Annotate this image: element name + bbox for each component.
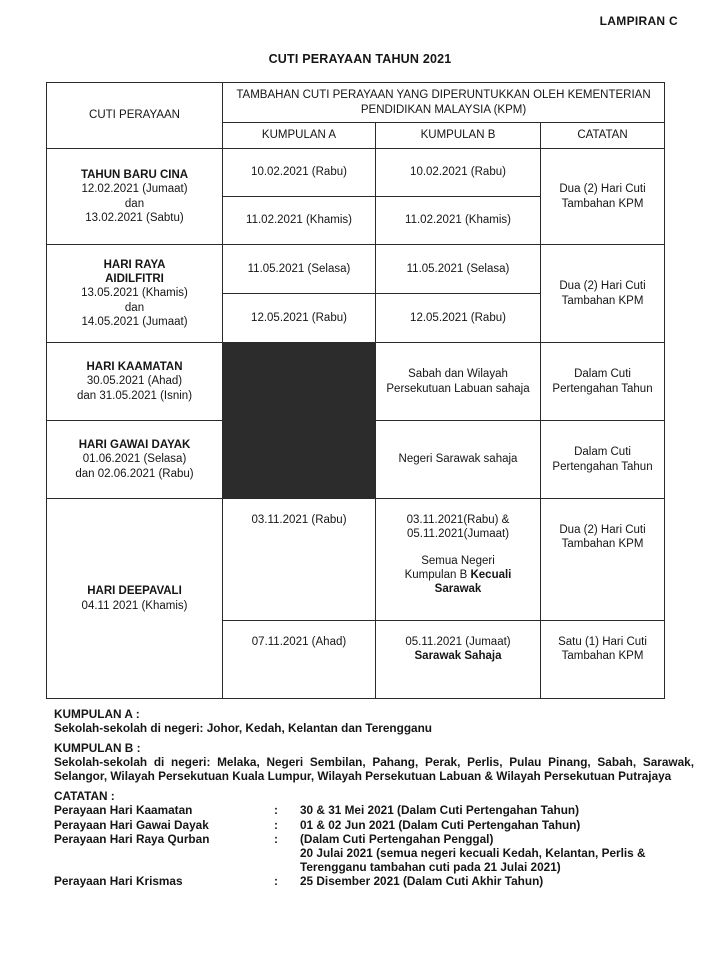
- cell-kumpulan-b: 10.02.2021 (Rabu): [376, 149, 541, 197]
- cell-catatan: Satu (1) Hari Cuti Tambahan KPM: [541, 621, 665, 699]
- deepavali-b-note: [380, 568, 536, 582]
- holiday-dan: dan: [124, 197, 145, 210]
- cell-deepavali-holiday: [47, 499, 223, 699]
- holiday-date: 04.11 2021 (Khamis): [81, 599, 188, 612]
- holiday-name: HARI RAYA: [103, 259, 166, 272]
- holiday-date: 12.02.2021 (Jumaat): [81, 183, 188, 196]
- kumpulan-b-heading: KUMPULAN B :: [54, 740, 141, 755]
- cell-catatan: Dalam Cuti Pertengahan Tahun: [541, 421, 665, 499]
- kumpulan-a-text: Sekolah-sekolah di negeri: Johor, Kedah, Kelantan dan Terengganu: [54, 720, 433, 735]
- catatan-list: [54, 803, 704, 888]
- cell-kumpulan-a: 11.02.2021 (Khamis): [223, 197, 376, 245]
- cell-kumpulan-a: 07.11.2021 (Ahad): [223, 621, 376, 699]
- kumpulan-b-text: Sekolah-sekolah di negeri: Melaka, Negeri Sembilan, Pahang, Perak, Perlis, Pulau Pinang, Sabah, Sarawak, Selangor, Wilayah Persekutuan Kuala Lumpur, Wilayah Persekutuan Labuan & Wilayah Persekutuan Putrajaya: [54, 754, 694, 783]
- holiday-table: [46, 82, 665, 699]
- catatan-value: 01 & 02 Jun 2021 (Dalam Cuti Pertengahan Tahun): [300, 817, 581, 832]
- cell-kumpulan-b: [376, 499, 541, 621]
- holiday-date: 13.05.2021 (Khamis): [81, 287, 188, 300]
- catatan-row: [54, 818, 704, 832]
- holiday-date: 30.05.2021 (Ahad): [86, 375, 183, 388]
- holiday-date: 14.05.2021 (Jumaat): [81, 315, 188, 328]
- cell-cny-holiday: [47, 149, 223, 245]
- deepavali-b-date: 03.11.2021(Rabu) &: [406, 514, 510, 526]
- cell-kumpulan-b: 12.05.2021 (Rabu): [376, 294, 541, 343]
- cell-kumpulan-b: Sabah dan Wilayah Persekutuan Labuan sahaja: [376, 343, 541, 421]
- col-header-catatan: CATATAN: [541, 123, 665, 149]
- table-row: [47, 245, 665, 294]
- catatan-value: 30 & 31 Mei 2021 (Dalam Cuti Pertengahan Tahun): [300, 803, 580, 818]
- catatan-separator: :: [274, 803, 278, 818]
- holiday-date: 13.02.2021 (Sabtu): [85, 211, 184, 224]
- appendix-label: LAMPIRAN C: [599, 14, 678, 28]
- holiday-date: dan 02.06.2021 (Rabu): [75, 467, 194, 480]
- catatan-label: Perayaan Hari Kaamatan: [54, 803, 193, 818]
- cell-kumpulan-a: 03.11.2021 (Rabu): [223, 499, 376, 621]
- kumpulan-a-heading: KUMPULAN A :: [54, 707, 140, 721]
- col-header-tambahan: TAMBAHAN CUTI PERAYAAN YANG DIPERUNTUKKAN OLEH KEMENTERIAN PENDIDIKAN MALAYSIA (KPM): [223, 83, 665, 123]
- catatan-label: Perayaan Hari Raya Qurban: [54, 831, 210, 846]
- catatan-value: 25 Disember 2021 (Dalam Cuti Akhir Tahun): [300, 874, 544, 889]
- table-row: [47, 149, 665, 197]
- table-row: [47, 343, 665, 421]
- cell-kumpulan-a: 11.05.2021 (Selasa): [223, 245, 376, 294]
- catatan-row: [54, 846, 704, 874]
- cell-catatan: Dua (2) Hari Cuti Tambahan KPM: [541, 149, 665, 245]
- cell-kumpulan-a: 12.05.2021 (Rabu): [223, 294, 376, 343]
- deepavali-b-date: 05.11.2021 (Jumaat): [405, 636, 511, 648]
- holiday-name: HARI GAWAI DAYAK: [78, 439, 191, 452]
- deepavali-b-date: 05.11.2021(Jumaat): [406, 528, 510, 541]
- table-header-row: [47, 83, 665, 123]
- catatan-separator: :: [274, 831, 278, 846]
- catatan-value: 20 Julai 2021 (semua negeri kecuali Kedah, Kelantan, Perlis & Terengganu tambahan cuti pada 21 Julai 2021): [300, 845, 646, 875]
- catatan-label: Perayaan Hari Gawai Dayak: [54, 817, 209, 832]
- blacked-out-cell: [223, 343, 376, 499]
- catatan-row: [54, 803, 704, 817]
- catatan-row: [54, 874, 704, 888]
- holiday-name: AIDILFITRI: [105, 273, 164, 286]
- deepavali-b-kecuali: Kecuali: [470, 569, 512, 582]
- catatan-label: Perayaan Hari Krismas: [54, 874, 183, 889]
- catatan-heading: CATATAN :: [54, 788, 115, 803]
- cell-kumpulan-b: Negeri Sarawak sahaja: [376, 421, 541, 499]
- cell-kumpulan-a: 10.02.2021 (Rabu): [223, 149, 376, 197]
- cell-gawai-holiday: [47, 421, 223, 499]
- col-header-cuti-perayaan: CUTI PERAYAAN: [47, 83, 223, 149]
- cell-kumpulan-b: 11.02.2021 (Khamis): [376, 197, 541, 245]
- holiday-date: 01.06.2021 (Selasa): [82, 453, 187, 466]
- catatan-separator: :: [274, 874, 278, 889]
- col-header-kumpulan-a: KUMPULAN A: [223, 123, 376, 149]
- cell-kumpulan-b: [376, 621, 541, 699]
- holiday-name: HARI KAAMATAN: [86, 361, 183, 374]
- holiday-dan: dan: [124, 301, 145, 314]
- cell-catatan: Dua (2) Hari Cuti Tambahan KPM: [541, 245, 665, 343]
- cell-catatan: Dalam Cuti Pertengahan Tahun: [541, 343, 665, 421]
- holiday-date: dan 31.05.2021 (Isnin): [76, 389, 193, 402]
- deepavali-b-sarawak: Sarawak Sahaja: [414, 650, 502, 663]
- holiday-name: HARI DEEPAVALI: [87, 585, 182, 598]
- cell-kaamatan-holiday: [47, 343, 223, 421]
- catatan-row: [54, 832, 704, 846]
- catatan-separator: :: [274, 817, 278, 832]
- catatan-value: (Dalam Cuti Pertengahan Penggal): [300, 831, 494, 846]
- notes-section: [54, 708, 694, 888]
- deepavali-b-sarawak: Sarawak: [434, 583, 482, 596]
- holiday-name: TAHUN BARU CINA: [80, 169, 189, 182]
- cell-kumpulan-b: 11.05.2021 (Selasa): [376, 245, 541, 294]
- table-row: [47, 499, 665, 621]
- deepavali-b-kumpulan: Kumpulan B: [404, 569, 468, 582]
- document-title: CUTI PERAYAAN TAHUN 2021: [268, 52, 452, 66]
- catatan-label: [54, 846, 274, 874]
- cell-raya-holiday: [47, 245, 223, 343]
- deepavali-b-note: Semua Negeri: [421, 555, 495, 568]
- cell-catatan: Dua (2) Hari Cuti Tambahan KPM: [541, 499, 665, 621]
- col-header-kumpulan-b: KUMPULAN B: [376, 123, 541, 149]
- catatan-separator: [274, 846, 300, 874]
